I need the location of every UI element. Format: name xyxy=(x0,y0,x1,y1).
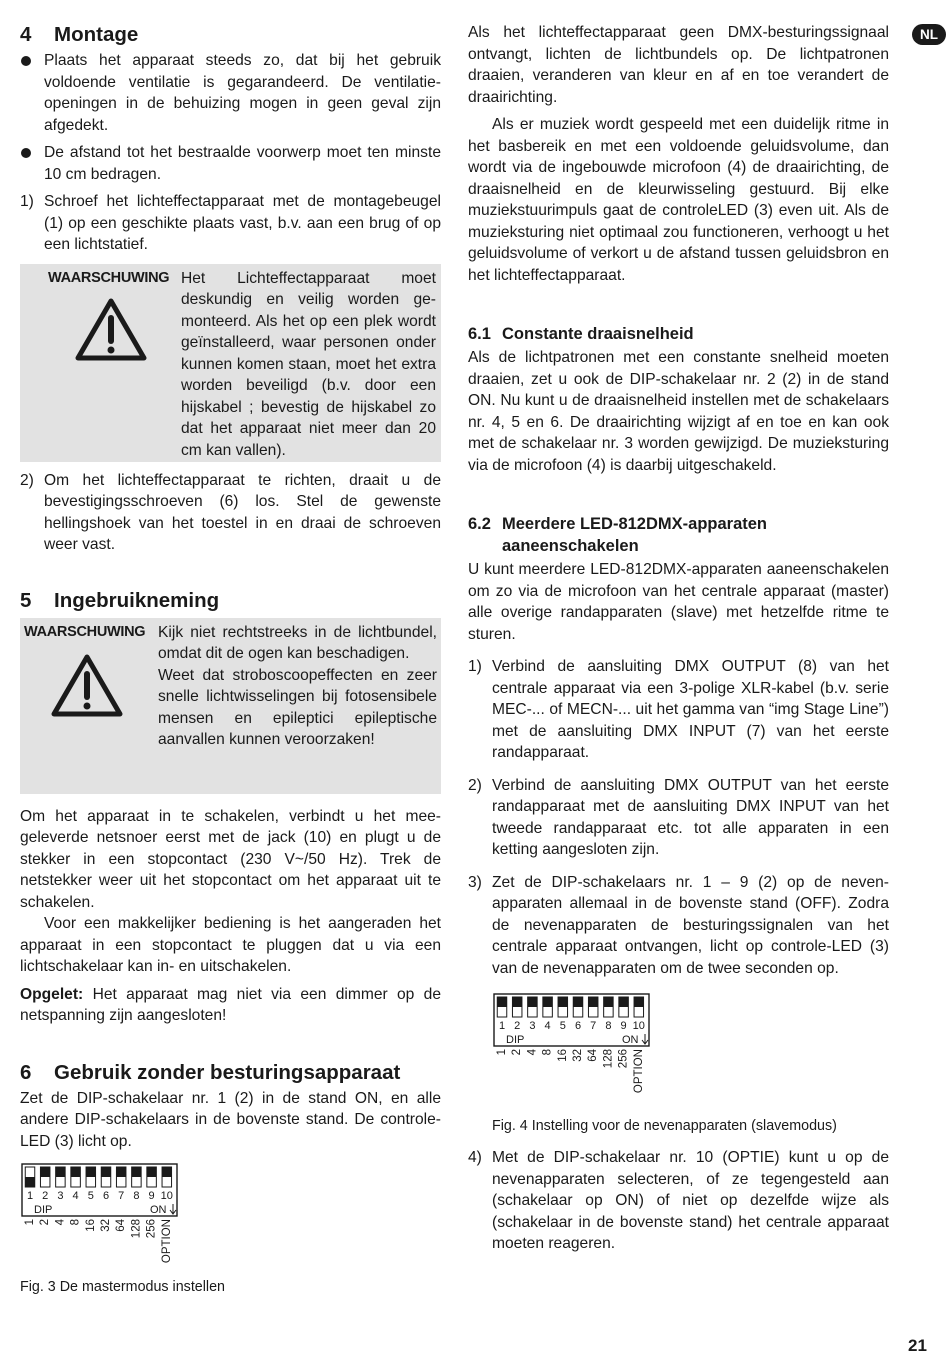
paragraph: Opgelet: Het apparaat mag niet via een dimmer op de netspanning zijn aangesloten! xyxy=(20,985,441,1024)
dip-switch-number: 8 xyxy=(605,1020,612,1032)
dip-switch-knob xyxy=(40,1167,50,1177)
dip-switch-knob xyxy=(147,1167,157,1177)
numbered-item: 2) Om het lichteffectapparaat te richten, draait u de bevestigingsschroeven (6) los. Stel de gewenste hellingshoek van het toestel in en draai de schroeven weer vast. xyxy=(20,471,441,553)
dip-switch-number: 3 xyxy=(529,1020,536,1032)
dip-switch-figure-4 xyxy=(492,993,889,1105)
section-6-2-heading: 6.2 Meerdere LED-812DMX-apparaten aaneenschakelen xyxy=(468,515,767,555)
dip-switch-knob xyxy=(528,997,538,1007)
dip-switch-knob xyxy=(162,1167,172,1177)
dip-switch-value: 8 xyxy=(541,1049,554,1056)
language-badge: NL xyxy=(912,24,946,45)
dip-switch-knob xyxy=(56,1167,66,1177)
dip-switch-number: 6 xyxy=(102,1190,110,1202)
dip-switch-knob xyxy=(86,1167,96,1177)
bullet-item: De afstand tot het bestraalde voorwerp moet ten minste 10 cm bedragen. xyxy=(20,142,441,185)
numbered-item: 4) Met de DIP-schakelaar nr. 10 (OPTIE) kunt u op de nevenapparaten selecteren, of ze tegengesteld aan (schakelaar op ON) of niet op dezelfde wijze als (schakelaar in de bovenste stand) het centrale apparaat moeten reageren. xyxy=(468,1149,889,1252)
dip-switch-value: OPTION xyxy=(160,1219,173,1264)
dip-switch-value: 256 xyxy=(617,1049,630,1069)
dip-switch-number: 3 xyxy=(57,1190,64,1202)
dip-switch-value: 2 xyxy=(511,1049,524,1056)
numbered-item: 1) Schroef het lichteffectapparaat met de montagebeugel (1) op een geschikte plaats vast, b.v. aan een brug of op een lichtstatief. xyxy=(20,193,441,253)
dip-switch-number: 8 xyxy=(133,1190,140,1202)
dip-switch-knob xyxy=(101,1167,111,1177)
section-6-1-heading: 6.1 Constante draaisnelheid xyxy=(468,325,694,343)
numbered-item: 2) Verbind de aansluiting DMX OUTPUT van het eerste randapparaat met de aansluiting DMX INPUT van het tweede randapparaat etc. tot alle apparaten in een ketting aangesloten zijn. xyxy=(468,776,889,858)
section-6-heading: 6 Gebruik zonder besturingsapparaat xyxy=(20,1060,401,1084)
dip-switch-knob xyxy=(497,997,507,1007)
dip-switch-knob xyxy=(558,997,568,1007)
dip-switch-value: 64 xyxy=(587,1049,600,1062)
dip-switch-knob xyxy=(512,997,522,1007)
dip-switch-knob xyxy=(116,1167,126,1177)
dip-switch-value: 128 xyxy=(130,1219,143,1239)
right-column xyxy=(468,22,889,1255)
paragraph: Als de lichtpatronen met een constante snelheid moeten draaien, zet u ook de DIP-schakelaar nr. 2 (2) in de stand ON. Nu kunt u de draaisnelheid instellen met de schakelaars nr. 4, 5 en 6. De draairichting wijzigt af en toe en kan ook met de schakelaar nr. 3 worden gewijzigd. De muzieksturing via de microfoon (4) is daarbij uitgeschakeld. xyxy=(468,349,889,474)
dip-switch-value: 32 xyxy=(572,1049,584,1062)
dip-switch-number: 10 xyxy=(160,1190,173,1202)
dip-switch-number: 9 xyxy=(620,1020,627,1032)
bullet-icon xyxy=(21,148,31,158)
warning-text: Het Lichteffectapparaat moet deskundig en veilig worden gemonteerd. Als het op een plek wordt geïnstalleerd, waar personen onder kunnen komen staan, moet het extra worden beveiligd (b.v. door een hijskabel ; bevestig de hijskabel zo dat het apparaat niet meer dan 20 cm kan vallen). xyxy=(181,269,436,459)
dip-switch-value: 1 xyxy=(24,1219,36,1226)
dip-switch-number: 1 xyxy=(498,1020,506,1032)
bullet-item: Plaats het apparaat steeds zo, dat bij het gebruik voldoende ventilatie is gegarandeerd. De ventilatieopeningen in de behuizing mogen in geen geval zijn afgedekt. xyxy=(20,50,441,136)
page-number: 21 xyxy=(908,1336,927,1355)
dip-switch-value: 256 xyxy=(145,1219,158,1239)
on-label: ON xyxy=(150,1204,167,1216)
paragraph: Voor een makkelijker bediening is het aangeraden het apparaat in een stopcontact te pluggen dat u via een lichtschakelaar kan in- en uitschakelen. xyxy=(20,915,441,975)
dip-switch-value: 16 xyxy=(84,1219,97,1232)
dip-switch-value: 8 xyxy=(69,1219,82,1226)
dip-switch-value: 32 xyxy=(100,1219,112,1232)
figure-caption: Fig. 3 De mastermodus instellen xyxy=(20,1279,226,1295)
dip-switch-number: 7 xyxy=(118,1190,125,1202)
dip-switch-number: 1 xyxy=(26,1190,34,1202)
dip-switch-knob xyxy=(71,1167,81,1177)
warning-icon xyxy=(50,652,124,718)
on-label: ON xyxy=(622,1034,639,1046)
paragraph: Als er muziek wordt gespeeld met een duidelijk ritme in het basbereik en met een voldoende geluidsvolume, dan wordt via de ingebouwde microfoon (4) de draairichting, de draaisnelheid en de kleurwisseling gestuurd. Bij elke muziekstuurimpuls gaat de controleLED (3) even uit. Als de muzieksturing niet optimaal zou functioneren, verhoogt u het geluidsvolume of verkort u de afstand tussen geluidsbron en het lichteffectapparaat. xyxy=(468,116,889,284)
paragraph: Als het lichteffectapparaat geen DMX-besturingssignaal ontvangt, lichten de lichtbundels op. De lichtpatronen draaien, veranderen van kleur en af en toe verandert de draairichting. xyxy=(468,24,889,106)
dip-label: DIP xyxy=(506,1034,525,1046)
dip-switch-number: 2 xyxy=(514,1020,521,1032)
paragraph: Om het apparaat in te schakelen, verbindt u het meegeleverde netsnoer eerst met de jack (10) en plugt u de stekker in een stopcontact (230 V~/50 Hz). Trek de netstekker weer uit het stopcontact om het apparaat uit te schakelen. xyxy=(20,807,441,911)
dip-switch-knob xyxy=(132,1167,142,1177)
numbered-item: 3) Zet de DIP-schakelaars nr. 1 – 9 (2) op de nevenapparaten allemaal in de bovenste stand (OFF). Zodra de nevenapparaten de besturingssignalen van het centrale apparaat ontvangen, licht op controle-LED (3) van de nevenapparaten om de twee seconden op. xyxy=(468,873,889,977)
dip-switch-diagram xyxy=(20,1163,185,1275)
warning-icon xyxy=(74,296,148,362)
numbered-item: 1) Verbind de aansluiting DMX OUTPUT (8) van het centrale apparaat via een 3-polige XLR-kabel (b.v. serie MEC-... of MECN-... uit het gamma van “img Stage Line”) met de aansluiting DMX INPUT (7) van het eerste randapparaat. xyxy=(468,658,889,761)
dip-switch-number: 7 xyxy=(590,1020,597,1032)
dip-switch-value: 64 xyxy=(115,1219,128,1232)
dip-switch-value: 16 xyxy=(556,1049,569,1062)
paragraph: U kunt meerdere LED-812DMX-apparaten aaneenschakelen om zo via de microfoon van het centrale apparaat (master) alle overige randapparaten (slave) met hetzelfde ritme te sturen. xyxy=(468,561,889,643)
dip-switch-diagram xyxy=(492,993,657,1105)
dip-switch-number: 6 xyxy=(574,1020,582,1032)
dip-switch-number: 10 xyxy=(632,1020,645,1032)
dip-switch-value: 1 xyxy=(496,1049,508,1056)
dip-switch-value: 4 xyxy=(54,1219,67,1226)
dip-switch-number: 5 xyxy=(559,1020,566,1032)
figure-caption: Fig. 4 Instelling voor de nevenapparaten (slavemodus) xyxy=(492,1118,837,1134)
warning-text: Kijk niet rechtstreeks in de lichtbundel, omdat dit de ogen kan beschadigen. Weet dat stroboscoopeffecten en zeer snelle lichtwisselingen bij fotosensibele mensen en epileptici epileptische aanvallen kunnen veroorzaken! xyxy=(158,623,437,748)
dip-switch-number: 5 xyxy=(87,1190,94,1202)
warning-box xyxy=(20,618,441,794)
dip-switch-value: 4 xyxy=(526,1049,539,1056)
section-4-heading: 4 Montage xyxy=(20,23,139,46)
left-column xyxy=(20,22,441,1296)
dip-switch-value: OPTION xyxy=(632,1049,645,1094)
dip-switch-knob xyxy=(634,997,644,1007)
dip-switch-knob xyxy=(604,997,614,1007)
dip-switch-knob xyxy=(588,997,598,1007)
warning-box xyxy=(20,264,441,462)
dip-label: DIP xyxy=(34,1204,53,1216)
paragraph: Zet de DIP-schakelaar nr. 1 (2) in de stand ON, en alle andere DIP-schakelaars in de bovenste stand. De controle-LED (3) licht op. xyxy=(20,1089,441,1150)
dip-switch-knob xyxy=(543,997,553,1007)
dip-switch-number: 9 xyxy=(148,1190,155,1202)
warning-label: WAARSCHUWING xyxy=(24,623,146,640)
dip-switch-value: 128 xyxy=(602,1049,615,1069)
dip-switch-knob xyxy=(619,997,629,1007)
dip-switch-figure-3 xyxy=(20,1163,441,1275)
dip-switch-knob xyxy=(25,1177,35,1187)
dip-switch-number: 4 xyxy=(544,1020,551,1032)
section-5-heading: 5 Ingebruikneming xyxy=(20,588,220,612)
dip-switch-number: 4 xyxy=(72,1190,79,1202)
dip-switch-number: 2 xyxy=(42,1190,49,1202)
warning-label: WAARSCHUWING xyxy=(48,269,170,286)
dip-switch-knob xyxy=(573,997,583,1007)
bullet-icon xyxy=(21,56,31,66)
dip-switch-value: 2 xyxy=(39,1219,52,1226)
